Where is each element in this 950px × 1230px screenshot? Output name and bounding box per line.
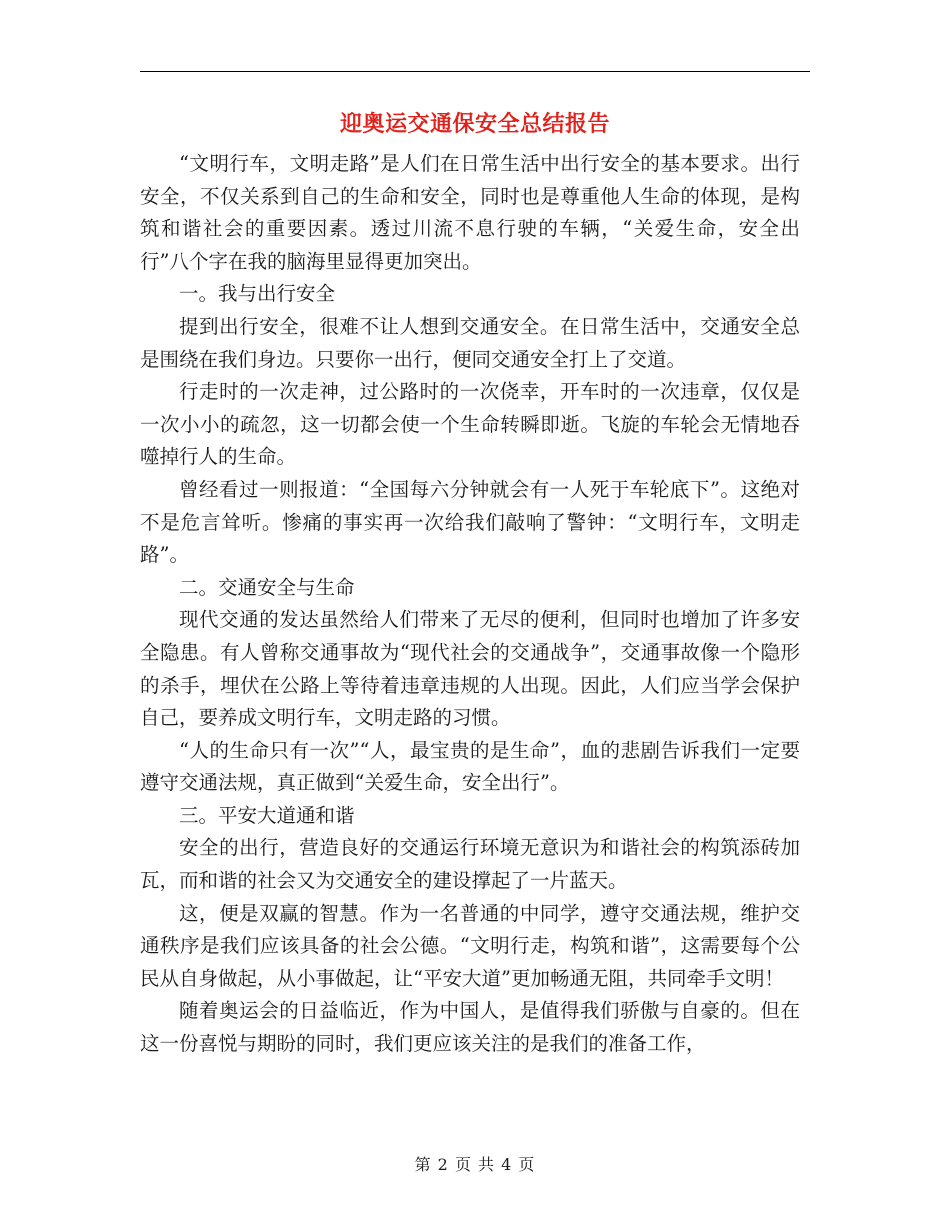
section-heading: 三。平安大道通和谐 (179, 803, 355, 827)
page-number-footer: 第 2 页 共 4 页 (414, 1155, 536, 1174)
document-title: 迎奥运交通保安全总结报告 (339, 111, 610, 137)
paragraph: 随着奥运会的日益临近，作为中国人，是值得我们骄傲与自豪的。但在这一份喜悦与期盼的同时，我们更应该关注的是我们的准备工作， (140, 999, 800, 1056)
paragraph: 现代交通的发达虽然给人们带来了无尽的便利，但同时也增加了许多安全隐患。有人曾称交通事故为“现代社会的交通战争”，交通事故像一个隐形的杀手，埋伏在公路上等待着违章违规的人出现。因此，人们应当学会保护自己，要养成文明行车，文明走路的习惯。 (140, 608, 800, 730)
paragraph: 提到出行安全，很难不让人想到交通安全。在日常生活中，交通安全总是围绕在我们身边。只要你一出行，便同交通安全打上了交道。 (140, 314, 800, 371)
paragraph: “文明行车，文明走路”是人们在日常生活中出行安全的基本要求。出行安全，不仅关系到自己的生命和安全，同时也是尊重他人生命的体现，是构筑和谐社会的重要因素。透过川流不息行驶的车辆，“关爱生命，安全出行”八个字在我的脑海里显得更加突出。 (140, 152, 800, 273)
header-rule (140, 71, 810, 72)
paragraph: 这，便是双赢的智慧。作为一名普通的中同学，遵守交通法规，维护交通秩序是我们应该具备的社会公德。“文明行走，构筑和谐”，这需要每个公民从自身做起，从小事做起，让“平安大道”更加畅通无阻，共同牵手文明！ (140, 901, 800, 990)
paragraph: 行走时的一次走神，过公路时的一次侥幸，开车时的一次违章，仅仅是一次小小的疏忽，这一切都会使一个生命转瞬即逝。飞旋的车轮会无情地吞噬掉行人的生命。 (140, 380, 800, 469)
paragraph: “人的生命只有一次”“人，最宝贵的是生命”，血的悲剧告诉我们一定要遵守交通法规，真正做到“关爱生命，安全出行”。 (140, 738, 800, 795)
paragraph: 安全的出行，营造良好的交通运行环境无意识为和谐社会的构筑添砖加瓦，而和谐的社会又为交通安全的建设撑起了一片蓝天。 (140, 836, 800, 893)
paragraph: 曾经看过一则报道：“全国每六分钟就会有一人死于车轮底下”。这绝对不是危言耸听。惨痛的事实再一次给我们敲响了警钟：“文明行车，文明走路”。 (140, 477, 800, 567)
section-heading: 二。交通安全与生命 (179, 575, 355, 599)
section-heading: 一。我与出行安全 (179, 282, 336, 306)
document-body (140, 148, 800, 1061)
